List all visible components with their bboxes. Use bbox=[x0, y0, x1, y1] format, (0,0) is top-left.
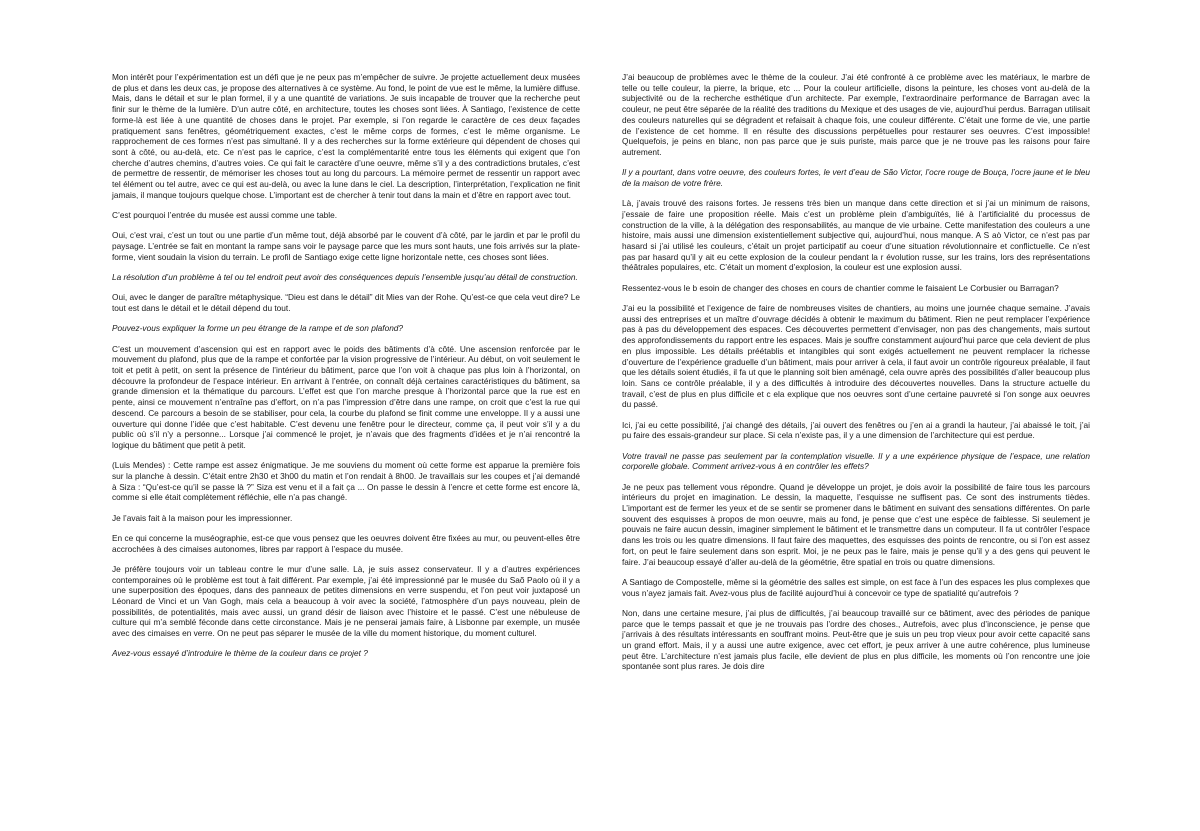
question-l3: La résolution d’un problème à tel ou tel endroit peut avoir des conséquences depuis l’ensemble jusqu’au détail de construction. bbox=[112, 272, 578, 283]
paragraph-l4: Oui, avec le danger de paraître métaphysique. “Dieu est dans le détail” dit Mies van der Rohe. Qu’est-ce que cela veut dire? Le tout est dans le détail et le détail dépend du tout. bbox=[112, 292, 580, 314]
paragraph-l7: (Luis Mendes) : Cette rampe est assez énigmatique. Je me souviens du moment où cette forme est apparue la première fois sur la planche à dessin. C’était entre 2h30 et 3h00 du matin et l’on rendait à 8h00. Je travaillais sur les coupes et j’ai demandé à Siza : “Qu’est-ce qu’il se passe là ?” Siza est venu et il a fait ça ... On passe le dessin à l’encre et cette forme est encore là, comme si elle était complètement réfléchie, elle n’a pas changé. bbox=[112, 460, 580, 503]
paragraph-r3: Ressentez-vous le b esoin de changer des choses en cours de chantier comme le faisaient Le Corbusier ou Barragan? bbox=[622, 282, 1059, 293]
paragraph-l1: C’est pourquoi l’entrée du musée est aussi comme une table. bbox=[112, 210, 338, 221]
paragraph-l10: Je préfère toujours voir un tableau contre le mur d’une salle. Là, je suis assez conservateur. Il y a d’autres expériences contemporaines où le problème est tout à fait différent. Par exemple, j’ai été impressionné par le musée du Saõ Paolo où il y a une superposition des époques, dans des panneaux de petites dimensions en verre suspendu, et l’on peut voir juxtaposé un Léonard de Vinci et un Van Gogh, mais cela a beaucoup à voir avec la société, l’atmosphère d’un pays nouveau, plein de possibilités, de potentialités, mais avec aussi, un grand désir de liaison avec l’histoire et le passé. C’est une nébuleuse de culture qui m’a semblé féconde dans cette circonstance. Mais je ne penserai jamais faire, à Lisbonne par exemple, un musée avec des cimaises en verre. On ne peut pas séparer le musée de la ville du moment historique, du moment culturel. bbox=[112, 563, 580, 639]
left-column bbox=[112, 72, 580, 669]
question-r6: Votre travail ne passe pas seulement par la contemplation visuelle. Il y a une expérience physique de l’espace, une relation corporelle globale. Comment arrivez-vous à en contrôler les effets? bbox=[622, 450, 1090, 472]
paragraph-r4: J’ai eu la possibilité et l’exigence de faire de nombreuses visites de chantiers, au moins une journée chaque semaine. J’avais aussi des entreprises et un maître d’ouvrage décidés à obtenir le maximum du bâtiment. Rien ne peut remplacer l’expérience pas à pas du développement des espaces. Ces découvertes permettent d’envisager, non pas des changements, mais surtout des approfondissements du rapport entre les espaces. Mais je souffre constamment aujourd’hui parce que cela devient de plus en plus impossible. Les détails préétablis et intangibles qui sont exigés actuellement ne peuvent remplacer la richesse d’ouverture de l’expérience graduelle d’un bâtiment, mais pour arriver à cela, il faut avoir un contrôle rigoureux préalable, il faut que les détails soient étudiés, il fa ut que le planning soit bien aménagé, cela ouvre après des possibilités d’aller beaucoup plus loin. Sans ce contrôle préalable, il y a des difficultés à introduire des découvertes nouvelles. Dans la structure actuelle du travail, c’est de plus en plus difficile et c ela explique que nos oeuvres sont d’une certaine pauvreté si l’on songe aux oeuvres du passé. bbox=[622, 303, 1090, 410]
paragraph-r5: Ici, j’ai eu cette possibilité, j’ai changé des détails, j’ai ouvert des fenêtres ou j’en ai a grandi la hauteur, j’ai abaissé le toit, j’ai pu faire des essais-grandeur sur place. Si cela n’existe pas, il y a une dimension de l’architecture qui est perdue. bbox=[622, 419, 1090, 441]
paragraph-l2: Oui, c’est vrai, c’est un tout ou une partie d’un même tout, déjà absorbé par le couvent d’à côté, par le jardin et par le profil du paysage. L’entrée se fait en montant la rampe sans voir le paysage parce que les murs sont hauts, une fois arrivés sur la plate-forme, vient soudain la vision du terrain. Le profil de Santiago exige cette ligne horizontale nette, ces choses sont liées. bbox=[112, 230, 580, 262]
question-l5: Pouvez-vous expliquer la forme un peu étrange de la rampe et de son plafond? bbox=[112, 323, 404, 334]
paragraph-r7: Je ne peux pas tellement vous répondre. Quand je développe un projet, je dois avoir la possibilité de faire tous les parcours intérieurs du projet en imagination. Le dessin, la maquette, l’esquisse ne suffisent pas. Ce sont des instruments tièdes. L’important est de fermer les yeux et de se sentir se promener dans le bâtiment en suivant des sensations différentes. On parle souvent des esquisses à propos de mon oeuvre, mais au fond, je pense que c’est une espèce de faiblesse. Si seulement je pouvais ne faire aucun dessin, imaginer simplement le bâtiment et le transmettre dans un computeur. Il fa ut contrôler l’espace dans les trois ou les quatre dimensions. Il faut faire des maquettes, des esquisses des points de rencontre, ou si l’on est assez fort, on peut le faire seulement dans son esprit. Moi, je ne peux pas le faire, mais je pense qu’il y a des gens qui peuvent le faire. J’ai beaucoup essayé d’aller au-delà de la géométrie, être spatial en trois ou quatre dimensions. bbox=[622, 481, 1090, 567]
paragraph-l9: En ce qui concerne la muséographie, est-ce que vous pensez que les oeuvres doivent être fixées au mur, ou peuvent-elles être accrochées à des cimaises autonomes, libres par rapport à l’espace du musée. bbox=[112, 532, 580, 554]
right-column bbox=[622, 72, 1090, 682]
question-l11: Avez-vous essayé d’introduire le thème de la couleur dans ce projet ? bbox=[112, 648, 368, 659]
paragraph-l8: Je l’avais fait à la maison pour les impressionner. bbox=[112, 512, 293, 523]
question-r1: Il y a pourtant, dans votre oeuvre, des couleurs fortes, le vert d’eau de São Victor, l’ocre rouge de Bouça, l’ocre jaune et le bleu de la maison de votre frère. bbox=[622, 167, 1090, 188]
paragraph-r0: J’ai beaucoup de problèmes avec le thème de la couleur. J’ai été confronté à ce problème avec les matériaux, le marbre de telle ou telle couleur, la pierre, la brique, etc ... Pour la couleur artificielle, disons la peinture, les choses vont au-delà de la subjectivité ou de la recherche esthétique d’un architecte. Par exemple, l’extraordinaire performance de Barragan avec la couleur, ne peut être séparée de la réalité des traditions du Mexique et des usages de vie, aujourd’hui perdus. Barragan utilisait des couleurs naturelles qui se dégradent et refaisait à chaque fois, une couleur différente. C’était une forme de vie, une partie de l’existence de cet homme. Il en résulte des discussions perpétuelles pour restaurer ses oeuvres. C’est impossible! Quelquefois, je peins en blanc, non pas parce que je suis puriste, mais parce que je ne trouve pas les raisons pour faire autrement. bbox=[622, 72, 1090, 157]
paragraph-r9: Non, dans une certaine mesure, j’ai plus de difficultés, j’ai beaucoup travaillé sur ce bâtiment, avec des périodes de panique parce que le temps passait et que je ne trouvais pas l’ordre des choses., Autrefois, avec plus d’inconscience, je pense que j’arrivais à des résultats intéressants en souffrant moins. Peut-être que je suis un peu trop vieux pour avoir cette capacité sans un grand effort. Mais, il y a aussi une autre exigence, avec cet effort, je peux arriver à une autre cohérence, plus lumineuse peut être. L’architecture n’est jamais plus facile, elle devient de plus en plus difficile, les moments où l’on rencontre une joie spontanée sont plus rares. Je dois dire bbox=[622, 607, 1090, 672]
paragraph-r2: Là, j’avais trouvé des raisons fortes. Je ressens très bien un manque dans cette direction et si j’ai un minimum de raisons, j’essaie de faire une proposition réelle. Mais c’est un problème plein d’ambiguïtés, lié à l’artificialité du processus de construction de la ville, à la délégation des responsabilités, au manque de vie urbaine. Cette manifestation des couleurs a une histoire, mais aussi une dimension existentiellement subjective qui, aujourd’hui, nous manque. A S aò Victor, ce n’est pas par hasard si j’ai utilisé les couleurs, c’était un projet participatif au coeur d’une situation révolutionnaire et conflictuelle. Ce n’est pas par hasard qu’il y ait eu cette explosion de la couleur pendant la r évolution russe, sur les trains, lors des représentations théâtrales populaires, etc. C’était un moment d’explosion, la couleur est une explosion aussi. bbox=[622, 198, 1090, 273]
paragraph-l6: C’est un mouvement d’ascension qui est en rapport avec le poids des bâtiments d’à côté. Une ascension renforcée par le mouvement du plafond, plus que de la rampe et confortée par la vision progressive de l’intérieur. Au début, on voit seulement le toit et petit à petit, on sent la présence de l’intérieur du bâtiment, parce que l’on voit à chaque pas plus loin à l’horizontal, on découvre la profondeur de l’espace intérieur. En arrivant à l’entrée, on connaît déjà certaines caractéristiques du bâtiment, sa grande dimension et la thématique du parcours. L’effet est que l’on marche presque à l’horizontal parce que la rue est en pente, ainsi ce mouvement n’entraîne pas d’effort, on n’a pas l’impression d’être dans une rampe, on croit que c’est la rue qui descend. Ce parcours a besoin de se stabiliser, pour cela, la courbe du plafond se finit comme une enveloppe. Il y a aussi une ouverture qui donne l’idée que c’est habitable. C’est devenu une fenêtre pour le directeur, comme ça, il peut voir s’il y a du public où s’il n’y a personne... Lorsque j’ai commencé le projet, je n’avais que des fragments d’idées et je n’ai rencontré la logique du bâtiment que petit à petit. bbox=[112, 343, 580, 450]
paragraph-l0: Mon intérêt pour l’expérimentation est un défi que je ne peux pas m’empêcher de suivre. Je projette actuellement deux musées de plus et dans les deux cas, je propose des alternatives à ce système. Au fond, le point de vue est le même, la lumière diffuse. Mais, dans le détail et sur le plan formel, il y a une quantité de variations. Je suis incapable de trouver que la recherche peut finir sur le thème de la lumière. D’un autre côté, en architecture, toutes les choses sont liées. À Santiago, l’existence de cette forme-là est liée à une quantité de choses dans le projet. Par exemple, si l’on regarde le caractère de ces deux façades pratiquement sans fenêtres, géométriquement exactes, c’est le même corps de formes, c’est le même organisme. Le rapprochement de ces formes n’est pas simultané. Il y a des recherches sur la forme extérieure qui dépendent de choses qui sont à côté, ou au-delà, etc. Ce n’est pas le caprice, c’est la complémentarité entre tous les éléments qui exigent que l’on cherche d’autres chemins, d’autres voies. Ce qui fait le caractère d’une oeuvre, même s’il y a des contradictions brutales, c’est de permettre de ressentir, de mémoriser les choses tout au long du parcours. La mémoire permet de ressentir un rapport avec tel élément ou tel autre, avec ce qui est au-delà, ou avec la lune dans le ciel. La description, l’interprétation, l’explication ne finit jamais, il manque toujours quelque chose. L’important est de chercher à tenir tout dans la main et d’être en rapport avec tout. bbox=[112, 72, 580, 200]
paragraph-r8: A Santiago de Compostelle, même si la géométrie des salles est simple, on est face à l’un des espaces les plus complexes que vous n’ayez jamais fait. Avez-vous plus de facilité aujourd’hui à concevoir ce type de spatialité qu’autrefois ? bbox=[622, 576, 1090, 598]
